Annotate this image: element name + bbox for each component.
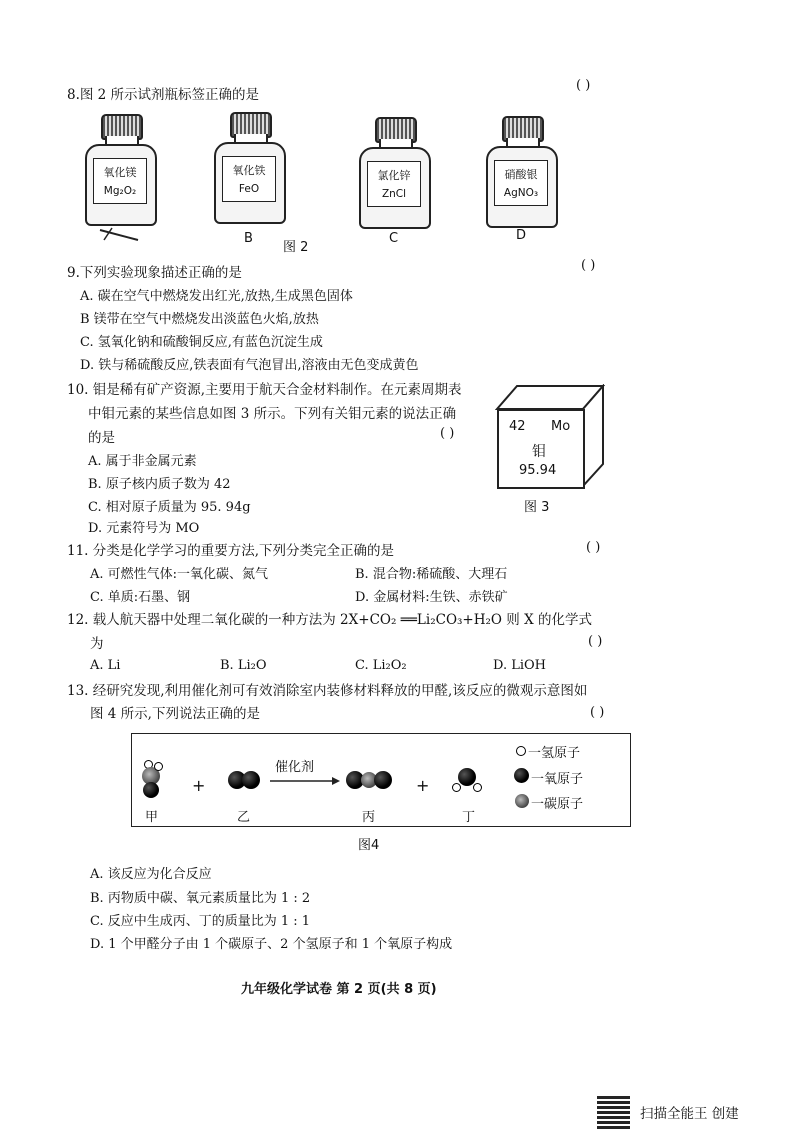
q9-option-a: A. 碳在空气中燃烧发出红光,放热,生成黑色固体	[80, 289, 353, 304]
q11-option-b: B. 混合物:稀硫酸、大理石	[355, 567, 508, 582]
q10-option-a: A. 属于非金属元素	[88, 454, 197, 469]
q9-option-b: B 镁带在空气中燃烧发出淡蓝色火焰,放热	[80, 312, 319, 327]
q12-answer-paren: ( )	[588, 634, 603, 649]
page-footer: 九年级化学试卷 第 2 页(共 8 页)	[241, 982, 437, 997]
q11-option-d: D. 金属材料:生铁、赤铁矿	[355, 590, 508, 605]
bottle-name: 氯化锌	[377, 169, 411, 182]
bottle-label	[222, 156, 276, 202]
q9-answer-paren: ( )	[581, 258, 596, 273]
q11-option-a: A. 可燃性气体:一氧化碳、氮气	[90, 567, 269, 582]
legend-carbon-icon	[515, 794, 529, 808]
element-name: 钼	[532, 444, 546, 460]
q13-option-b: B. 丙物质中碳、氧元素质量比为 1 : 2	[90, 891, 311, 906]
q13-option-d: D. 1 个甲醛分子由 1 个碳原子、2 个氢原子和 1 个氧原子构成	[90, 937, 453, 952]
bottle-formula: FeO	[238, 183, 260, 195]
q11-stem: 11. 分类是化学学习的重要方法,下列分类完全正确的是	[67, 543, 395, 559]
oxygen-atom	[374, 771, 392, 789]
q13-stem-line-1: 13. 经研究发现,利用催化剂可有效消除室内装修材料释放的甲醛,该反应的微观示意图如	[67, 683, 588, 699]
q10-stem-line-3: 的是	[88, 430, 115, 446]
q13-option-c: C. 反应中生成丙、丁的质量比为 1 : 1	[90, 914, 311, 929]
oxygen-atom	[242, 771, 260, 789]
hydrogen-atom	[154, 762, 163, 771]
q12-stem-line-2: 为	[90, 636, 104, 652]
q13-option-a: A. 该反应为化合反应	[90, 867, 212, 882]
label-yi: 乙	[237, 810, 251, 825]
bottle-c	[359, 117, 431, 229]
legend-hydrogen-label: 一氢原子	[528, 746, 581, 761]
hydrogen-atom	[452, 783, 461, 792]
bottle-name: 硝酸银	[504, 168, 538, 181]
bottle-c-letter: C	[389, 231, 399, 246]
catalyst-label: 催化剂	[275, 760, 315, 775]
bottle-a	[85, 114, 157, 226]
q13-stem-line-2: 图 4 所示,下列说法正确的是	[90, 706, 260, 722]
oxygen-atom	[458, 768, 476, 786]
label-bing: 丙	[362, 810, 376, 825]
bottle-formula: AgNO₃	[503, 187, 539, 199]
element-symbol: Mo	[551, 419, 571, 434]
bottle-formula: Mg₂O₂	[103, 185, 137, 197]
q11-option-c: C. 单质:石墨、钢	[90, 590, 191, 605]
plus-sign: +	[416, 776, 430, 795]
legend-oxygen-icon	[514, 768, 529, 783]
bottle-b-letter: B	[244, 231, 253, 246]
bottle-label	[494, 160, 548, 206]
scanner-watermark: 扫描全能王 创建	[640, 1106, 739, 1122]
legend-hydrogen-icon	[516, 746, 526, 756]
q8-answer-paren: ( )	[576, 78, 591, 93]
q12-stem-line-1: 12. 载人航天器中处理二氧化碳的一种方法为 2X+CO₂ ══Li₂CO₃+H₂O 则 X 的化学式	[67, 612, 592, 628]
q12-option-a: A. Li	[90, 658, 121, 673]
q10-option-d: D. 元素符号为 MO	[88, 521, 200, 536]
element-card-molybdenum	[497, 409, 585, 489]
q11-answer-paren: ( )	[586, 540, 601, 555]
bottle-d-letter: D	[516, 228, 527, 243]
bottle-name: 氧化铁	[232, 164, 266, 177]
figure-3-caption: 图 3	[524, 500, 550, 515]
q13-answer-paren: ( )	[590, 705, 605, 720]
figure-4-caption: 图4	[358, 838, 380, 853]
q9-option-c: C. 氢氧化钠和硫酸铜反应,有蓝色沉淀生成	[80, 335, 323, 350]
qr-code-icon	[597, 1096, 630, 1129]
atomic-mass: 95.94	[519, 463, 557, 478]
figure-2-caption: 图 2	[283, 240, 309, 255]
reaction-arrow-icon	[270, 776, 340, 786]
bottle-formula: ZnCl	[381, 188, 407, 200]
q9-option-d: D. 铁与稀硫酸反应,铁表面有气泡冒出,溶液由无色变成黄色	[80, 358, 419, 373]
atomic-number: 42	[509, 419, 526, 434]
q9-stem: 9.下列实验现象描述正确的是	[67, 265, 242, 281]
bottle-b	[214, 112, 286, 224]
bottle-label	[367, 161, 421, 207]
q10-answer-paren: ( )	[440, 426, 455, 441]
reaction-diagram	[131, 733, 631, 827]
q10-stem-line-2: 中钼元素的某些信息如图 3 所示。下列有关钼元素的说法正确	[88, 406, 457, 422]
plus-sign: +	[192, 776, 206, 795]
q12-option-c: C. Li₂O₂	[355, 658, 407, 673]
q10-option-c: C. 相对原子质量为 95. 94g	[88, 500, 251, 515]
q10-option-b: B. 原子核内质子数为 42	[88, 477, 231, 492]
bottle-name: 氧化镁	[103, 166, 137, 179]
hydrogen-atom	[473, 783, 482, 792]
label-jia: 甲	[145, 810, 159, 825]
q8-stem: 8.图 2 所示试剂瓶标签正确的是	[67, 87, 260, 103]
legend-carbon-label: 一碳原子	[531, 797, 584, 812]
bottle-d	[486, 116, 558, 228]
oxygen-atom	[143, 782, 159, 798]
legend-oxygen-label: 一氧原子	[531, 772, 584, 787]
q10-stem-line-1: 10. 钼是稀有矿产资源,主要用于航天合金材料制作。在元素周期表	[67, 382, 462, 398]
q12-option-b: B. Li₂O	[220, 658, 267, 673]
bottle-label	[93, 158, 147, 204]
q12-option-d: D. LiOH	[493, 658, 547, 673]
label-ding: 丁	[462, 810, 476, 825]
